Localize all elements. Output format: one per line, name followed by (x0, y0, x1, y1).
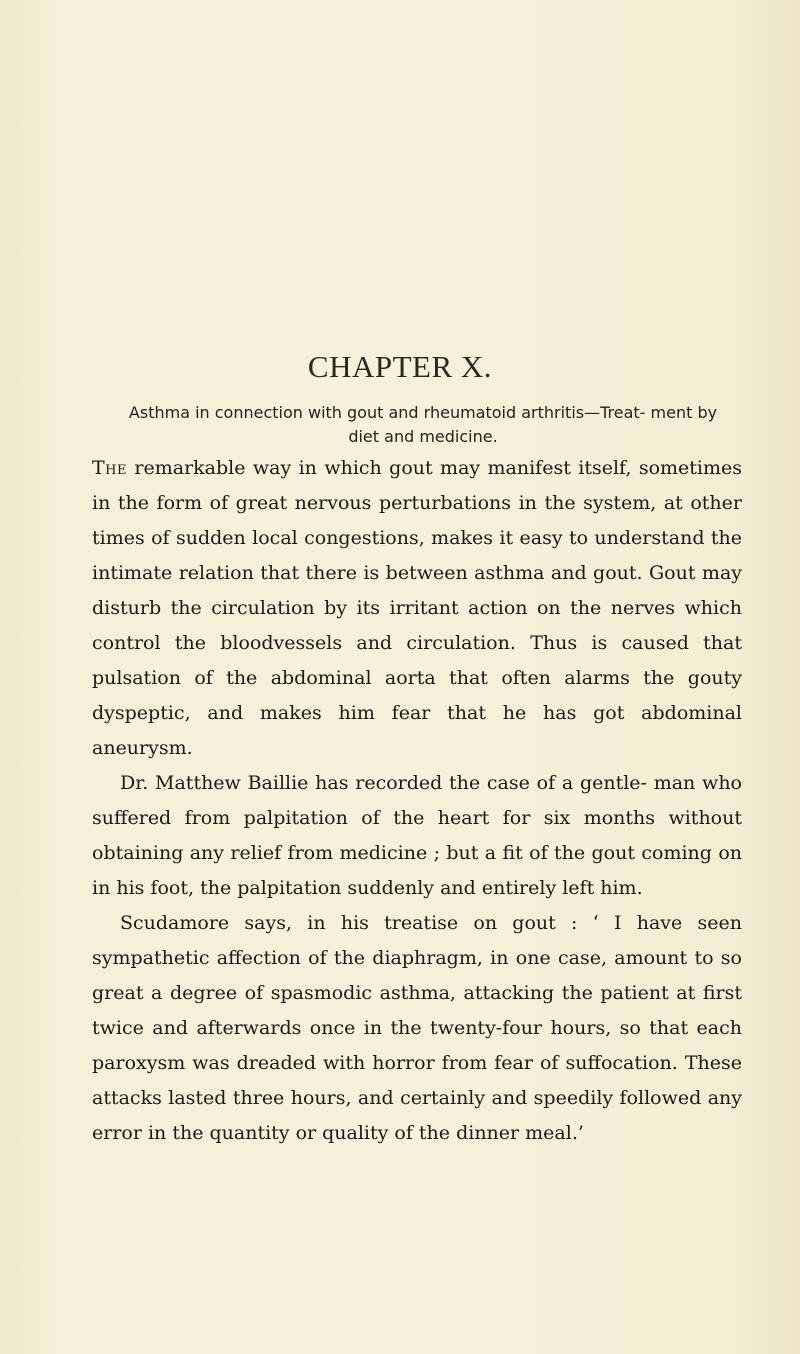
paragraph-1-text: remarkable way in which gout may manifest itself, sometimes in the form of great nervous perturbations in the system, at other times of sudden local congestions, makes it easy to understand the intimate relation that there is between asthma and gout. Gout may disturb the circulation by its irritant action on the nerves which control the bloodvessels and circulation. Thus is caused that pulsation of the abdominal aorta that often alarms the gouty dyspeptic, and makes him fear that he has got abdominal aneurysm. (92, 457, 742, 759)
paragraph-2: Dr. Matthew Baillie has recorded the case of a gentle- man who suffered from palpitation of the heart for six months without obtaining any relief from medicine ; but a fit of the gout coming on in his foot, the palpitation suddenly and entirely left him. (92, 772, 742, 899)
chapter-heading: CHAPTER X. (307, 349, 493, 384)
paragraph-1 (92, 451, 742, 766)
paragraph-3: Scudamore says, in his treatise on gout : ‘ I have seen sympathetic affection of the diaphragm, in one case, amount to so great a degree of spasmodic asthma, attacking the patient at first twice and afterwards once in the twenty-four hours, so that each paroxysm was dreaded with horror from fear of suffocation. These attacks lasted three hours, and certainly and speedily followed any error in the quantity or quality of the dinner meal.’ (92, 912, 742, 1144)
paragraph-lead-word: The (92, 457, 127, 479)
chapter-summary: Asthma in connection with gout and rheumatoid arthritis—Treat- ment by diet and medicine. (128, 403, 718, 446)
chapter-body (92, 451, 742, 1151)
